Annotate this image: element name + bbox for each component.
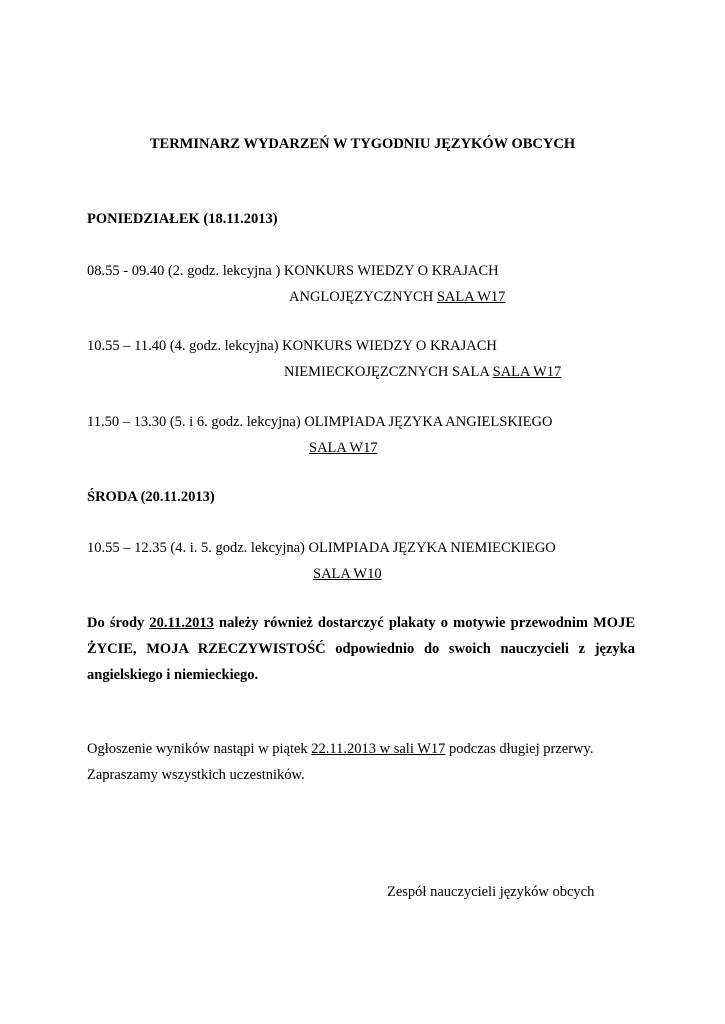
monday-heading: PONIEDZIAŁEK (18.11.2013) (87, 211, 278, 227)
event-line: 11.50 – 13.30 (5. i 6. godz. lekcyjna) OLIMPIADA JĘZYKA ANGIELSKIEGO (87, 414, 553, 430)
room-label: SALA W17 (492, 364, 562, 380)
poster-notice (87, 610, 635, 688)
poster-notice-line: angielskiego i niemieckiego. (87, 667, 259, 683)
results-date-place: 22.11.2013 w sali W17 (311, 741, 446, 757)
notice-text: należy również dostarczyć plakaty o motywie przewodnim MOJE (213, 615, 635, 631)
event-room-line (309, 440, 378, 457)
notice-text: Do środy (87, 615, 150, 631)
results-text: Ogłoszenie wyników nastąpi w piątek (87, 741, 312, 757)
signature: Zespół nauczycieli języków obcych (387, 884, 595, 900)
event-room-line (289, 289, 505, 306)
poster-notice-line: ŻYCIE, MOJA RZECZYWISTOŚĆ odpowiednio do swoich nauczycieli z języka (87, 641, 635, 657)
event-location-text: NIEMIECKOJĘZCZNYCH SALA (284, 364, 493, 380)
event-line: 08.55 - 09.40 (2. godz. lekcyjna ) KONKURS WIEDZY O KRAJACH (87, 263, 499, 279)
event-location-text: ANGLOJĘZYCZNYCH (289, 289, 437, 305)
room-label: SALA W17 (309, 440, 378, 456)
event-room-line (313, 566, 382, 583)
room-label: SALA W17 (436, 289, 506, 305)
invitation-line: Zapraszamy wszystkich uczestników. (87, 767, 305, 783)
results-text: podczas długiej przerwy. (445, 741, 594, 757)
event-line: 10.55 – 12.35 (4. i. 5. godz. lekcyjna) OLIMPIADA JĘZYKA NIEMIECKIEGO (87, 540, 556, 556)
notice-date: 20.11.2013 (149, 615, 214, 631)
event-line: 10.55 – 11.40 (4. godz. lekcyjna) KONKURS WIEDZY O KRAJACH (87, 338, 497, 354)
wednesday-heading: ŚRODA (20.11.2013) (87, 489, 215, 505)
event-room-line (284, 364, 561, 381)
page-title: TERMINARZ WYDARZEŃ W TYGODNIU JĘZYKÓW OBCYCH (149, 136, 576, 152)
results-line (87, 741, 593, 758)
room-label: SALA W10 (313, 566, 382, 582)
poster-notice-line (87, 610, 635, 636)
